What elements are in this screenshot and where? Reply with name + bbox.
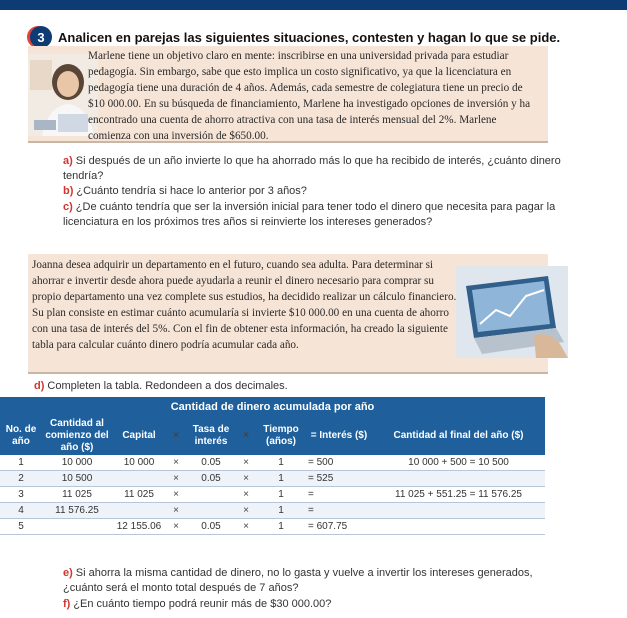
cell-final[interactable] xyxy=(372,503,545,519)
cell-final[interactable] xyxy=(372,471,545,487)
question-e-text: Si ahorra la misma cantidad de dinero, no lo gasta y vuelve a invertir los intereses generados, ¿cuánto será el monto total después de 7 años? xyxy=(63,567,533,594)
story-joanna xyxy=(28,254,548,374)
table-row xyxy=(0,455,545,471)
question-a xyxy=(50,154,563,184)
question-d-label: d) xyxy=(34,380,45,392)
cell-no: 3 xyxy=(0,487,42,503)
section-title: Analicen en parejas las siguientes situaciones, contesten y hagan lo que se pide. xyxy=(58,29,561,45)
cell-start: 10 000 xyxy=(42,455,112,471)
question-d-text: Completen la tabla. Redondeen a dos decimales. xyxy=(47,380,288,392)
cell-times: × xyxy=(236,471,256,487)
question-b-text: ¿Cuánto tendría si hace lo anterior por 3 años? xyxy=(76,185,307,197)
table-row xyxy=(0,487,545,503)
question-b-label: b) xyxy=(63,185,74,197)
cell-start[interactable] xyxy=(42,519,112,535)
question-f xyxy=(50,597,563,612)
question-a-text: Si después de un año invierte lo que ha ahorrado más lo que ha recibido de interés, ¿cuánto dinero tendría? xyxy=(63,155,561,182)
cell-interest[interactable]: = xyxy=(306,487,372,503)
header-start: Cantidad al comienzo del año ($) xyxy=(42,417,112,455)
table-row xyxy=(0,471,545,487)
cell-final[interactable] xyxy=(372,519,545,535)
cell-rate[interactable]: 0.05 xyxy=(186,471,236,487)
section-number-badge: 3 xyxy=(30,26,52,48)
question-e xyxy=(50,566,563,596)
cell-period: 1 xyxy=(256,519,306,535)
cell-times: × xyxy=(166,487,186,503)
cell-times: × xyxy=(166,503,186,519)
cell-times: × xyxy=(236,455,256,471)
question-c-label: c) xyxy=(63,201,73,213)
cell-times: × xyxy=(166,519,186,535)
question-f-text: ¿En cuánto tiempo podrá reunir más de $30 000.00? xyxy=(73,598,332,610)
header-final: Cantidad al final del año ($) xyxy=(372,417,545,455)
cell-capital[interactable]: 11 025 xyxy=(112,487,166,503)
laptop-chart-photo-icon xyxy=(456,266,568,358)
cell-no: 1 xyxy=(0,455,42,471)
cell-start: 11 576.25 xyxy=(42,503,112,519)
cell-rate: 0.05 xyxy=(186,519,236,535)
table-row xyxy=(0,519,545,535)
table-header-row xyxy=(0,417,545,455)
question-c-text: ¿De cuánto tendría que ser la inversión inicial para tener todo el dinero que necesita para pagar la licenciatura en los próximos tres años si reinvierte los intereses generados? xyxy=(63,201,556,228)
cell-final[interactable]: 10 000 + 500 = 10 500 xyxy=(372,455,545,471)
cell-period: 1 xyxy=(256,503,306,519)
cell-rate[interactable] xyxy=(186,487,236,503)
table-title: Cantidad de dinero acumulada por año xyxy=(0,397,545,417)
table-row xyxy=(0,503,545,519)
cell-times: × xyxy=(166,455,186,471)
cell-interest[interactable]: = 525 xyxy=(306,471,372,487)
question-c xyxy=(50,200,563,230)
cell-start: 11 025 xyxy=(42,487,112,503)
header-times-1: × xyxy=(166,417,186,455)
cell-no: 2 xyxy=(0,471,42,487)
cell-times: × xyxy=(166,471,186,487)
header-rate: Tasa de interés xyxy=(186,417,236,455)
cell-rate[interactable]: 0.05 xyxy=(186,455,236,471)
story-marlene-text: Marlene tiene un objetivo claro en mente: inscribirse en una universidad privada para estudiar pedagogía. Sin embargo, sabe que esto implica un costo significativo, ya que la licenciatura en pedagogía tiene una duración de 4 años. Además, cada semestre de colegiatura tiene un precio de $10 000.00. En su búsqueda de financiamiento, Marlene ha investigado opciones de inversión y ha encontrado una cuenta de ahorro atractiva con una tasa de interés mensual del 2%. Marlene comienza con una inversión de $650.00. xyxy=(88,50,531,142)
question-d xyxy=(34,379,544,394)
cell-period: 1 xyxy=(256,487,306,503)
cell-interest: = 607.75 xyxy=(306,519,372,535)
header-interest: = Interés ($) xyxy=(306,417,372,455)
interest-table xyxy=(0,397,545,535)
story-marlene xyxy=(28,46,548,143)
cell-times: × xyxy=(236,487,256,503)
top-bar xyxy=(0,0,627,10)
cell-capital[interactable] xyxy=(112,471,166,487)
header-no: No. de año xyxy=(0,417,42,455)
header-capital: Capital xyxy=(112,417,166,455)
section-header xyxy=(30,26,560,48)
cell-interest[interactable]: = xyxy=(306,503,372,519)
cell-times: × xyxy=(236,519,256,535)
cell-times: × xyxy=(236,503,256,519)
cell-no: 5 xyxy=(0,519,42,535)
cell-period: 1 xyxy=(256,455,306,471)
story-joanna-text: Joanna desea adquirir un departamento en el futuro, cuando sea adulta. Para determinar si ahorrar e invertir desde ahora puede ayudarla a reunir el dinero necesario para comprar su propio departamento una vez complete sus estudios, ha decidido realizar un cálculo financiero. Su plan consiste en estimar cuánto acumularía si invierte $10 000.00 en una cuenta de ahorro con una tasa de interés del 5%. Con el fin de obtener esta información, ha creado la siguiente tabla para calcular cuánto dinero podría acumular cada año. xyxy=(32,259,457,351)
header-times-2: × xyxy=(236,417,256,455)
cell-no: 4 xyxy=(0,503,42,519)
cell-capital: 12 155.06 xyxy=(112,519,166,535)
question-a-label: a) xyxy=(63,155,73,167)
question-f-label: f) xyxy=(63,598,71,610)
cell-final[interactable]: 11 025 + 551.25 = 11 576.25 xyxy=(372,487,545,503)
cell-interest[interactable]: = 500 xyxy=(306,455,372,471)
cell-rate[interactable] xyxy=(186,503,236,519)
table-grid xyxy=(0,417,545,535)
cell-capital[interactable]: 10 000 xyxy=(112,455,166,471)
cell-start: 10 500 xyxy=(42,471,112,487)
cell-period: 1 xyxy=(256,471,306,487)
question-b xyxy=(50,184,563,199)
header-period: Tiempo (años) xyxy=(256,417,306,455)
cell-capital[interactable] xyxy=(112,503,166,519)
question-e-label: e) xyxy=(63,567,73,579)
